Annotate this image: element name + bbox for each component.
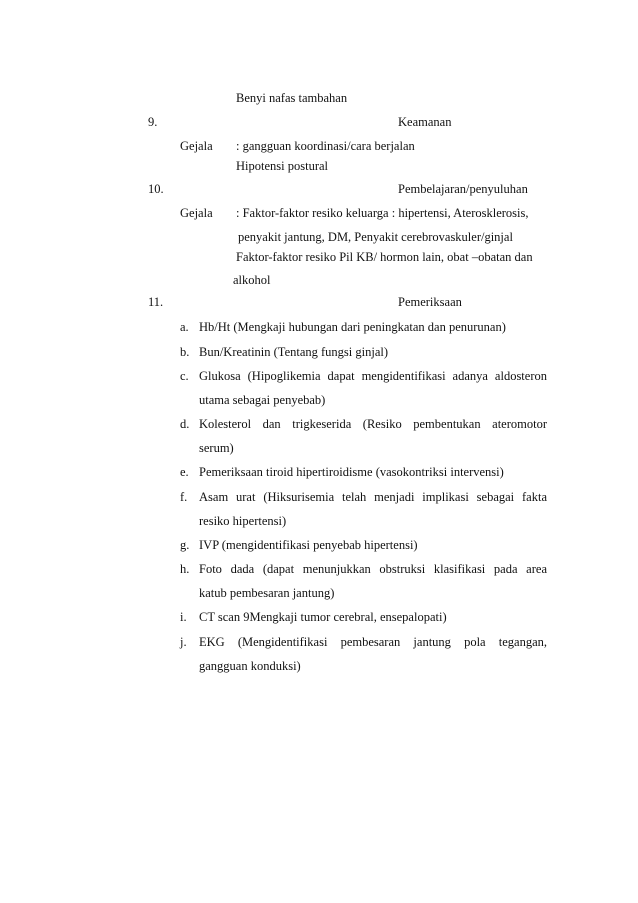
body-text-line: Benyi nafas tambahan (236, 91, 348, 105)
section-title: Pembelajaran/penyuluhan (398, 182, 528, 196)
list-marker: e. (180, 465, 189, 479)
gejala-label: Gejala (180, 139, 213, 153)
list-item: IVP (mengidentifikasi penyebab hipertensi) (199, 538, 418, 552)
list-marker: d. (180, 417, 190, 431)
list-item: Kolesterol dan trigkeserida (Resiko pembentukan ateromotor (199, 417, 547, 431)
list-item: Foto dada (dapat menunjukkan obstruksi klasifikasi pada area (199, 562, 547, 576)
list-marker: j. (180, 635, 187, 649)
list-item: Glukosa (Hipoglikemia dapat mengidentifikasi adanya aldosteron (199, 369, 547, 383)
section-number: 9. (148, 115, 158, 129)
list-item: EKG (Mengidentifikasi pembesaran jantung pola tegangan, (199, 635, 547, 649)
list-item-continuation: resiko hipertensi) (199, 514, 287, 528)
list-item-continuation: serum) (199, 441, 234, 455)
body-text-line: : gangguan koordinasi/cara berjalan (236, 139, 415, 153)
list-item-continuation: utama sebagai penyebab) (199, 393, 326, 407)
list-item: CT scan 9Mengkaji tumor cerebral, ensepalopati) (199, 610, 447, 624)
list-item: Asam urat (Hiksurisemia telah menjadi implikasi sebagai fakta (199, 490, 547, 504)
list-marker: b. (180, 345, 190, 359)
body-text-line: penyakit jantung, DM, Penyakit cerebrovaskuler/ginjal (238, 230, 513, 244)
body-text-line: Faktor-faktor resiko Pil KB/ hormon lain, obat –obatan dan (236, 250, 533, 264)
section-title: Keamanan (398, 115, 452, 129)
section-number: 10. (148, 182, 164, 196)
list-item-continuation: katub pembesaran jantung) (199, 586, 335, 600)
list-marker: f. (180, 490, 188, 504)
body-text-line: Hipotensi postural (236, 159, 329, 173)
list-marker: c. (180, 369, 189, 383)
gejala-label: Gejala (180, 206, 213, 220)
list-marker: g. (180, 538, 190, 552)
body-text-line: alkohol (233, 273, 271, 287)
list-item: Hb/Ht (Mengkaji hubungan dari peningkatan dan penurunan) (199, 320, 506, 334)
list-item-continuation: gangguan konduksi) (199, 659, 301, 673)
body-text-line: : Faktor-faktor resiko keluarga : hipertensi, Aterosklerosis, (236, 206, 529, 220)
list-marker: h. (180, 562, 190, 576)
list-item: Bun/Kreatinin (Tentang fungsi ginjal) (199, 345, 389, 359)
section-number: 11. (148, 295, 164, 309)
list-marker: a. (180, 320, 189, 334)
list-item: Pemeriksaan tiroid hipertiroidisme (vasokontriksi intervensi) (199, 465, 504, 479)
section-title: Pemeriksaan (398, 295, 462, 309)
list-marker: i. (180, 610, 187, 624)
